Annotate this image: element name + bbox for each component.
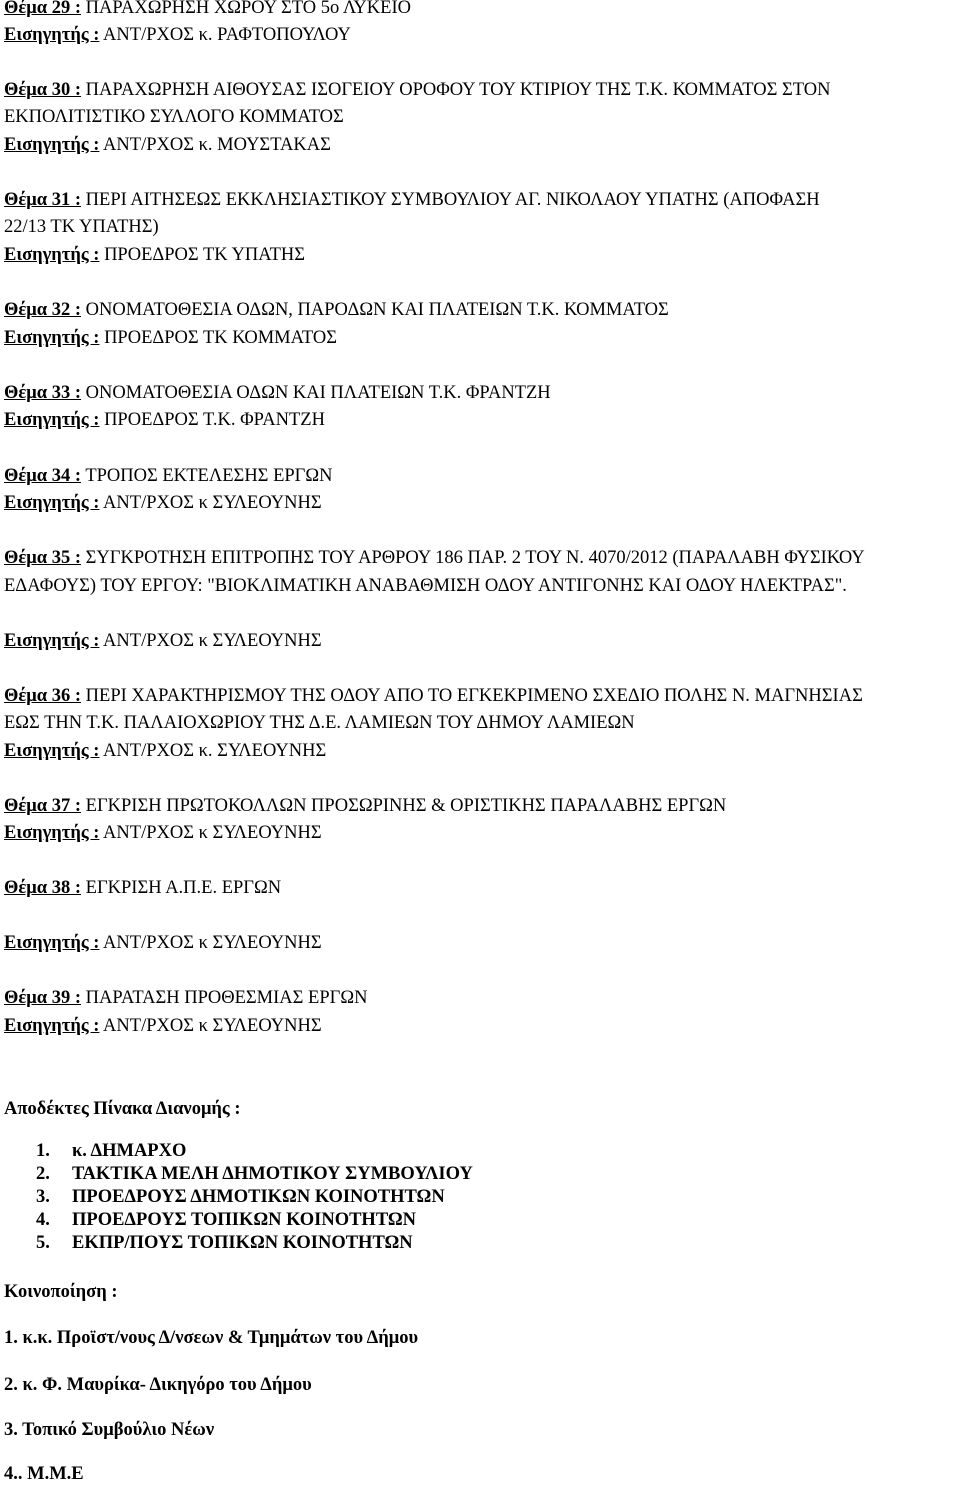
list-number: 2. [36, 1164, 50, 1184]
rapporteur-label: Εισηγητής : [4, 25, 100, 45]
rapporteur-label: Εισηγητής : [4, 328, 100, 348]
list-item [36, 1186, 473, 1209]
theme-text: ΠΕΡΙ ΧΑΡΑΚΤΗΡΙΣΜΟΥ ΤΗΣ ΟΔΟΥ ΑΠΟ ΤΟ ΕΓΚΕΚΡΙΜΕΝΟ ΣΧΕΔΙΟ ΠΟΛΗΣ Ν. ΜΑΓΝΗΣΙΑΣ [81, 686, 863, 706]
agenda-item-30-title-cont: ΕΚΠΟΛΙΤΙΣΤΙΚΟ ΣΥΛΛΟΓΟ ΚΟΜΜΑΤΟΣ [4, 107, 344, 127]
theme-text: ΠΕΡΙ ΑΙΤΗΣΕΩΣ ΕΚΚΛΗΣΙΑΣΤΙΚΟΥ ΣΥΜΒΟΥΛΙΟΥ ΑΓ. ΝΙΚΟΛΑΟΥ ΥΠΑΤΗΣ (ΑΠΟΦΑΣΗ [81, 190, 820, 210]
rapporteur-label: Εισηγητής : [4, 410, 100, 430]
distribution-list [36, 1140, 473, 1255]
rapporteur-text: ΑΝΤ/ΡΧΟΣ κ ΣΥΛΕΟΥΝΗΣ [99, 1016, 322, 1036]
list-item [36, 1209, 473, 1232]
agenda-item-35-title [4, 547, 956, 569]
list-number: 5. [36, 1233, 50, 1253]
agenda-item-29-rapporteur [4, 24, 956, 46]
agenda-item-32-rapporteur [4, 327, 956, 349]
rapporteur-text: ΑΝΤ/ΡΧΟΣ κ ΣΥΛΕΟΥΝΗΣ [99, 631, 322, 651]
list-item [36, 1163, 473, 1186]
rapporteur-label: Εισηγητής : [4, 631, 100, 651]
rapporteur-text: ΑΝΤ/ΡΧΟΣ κ. ΜΟΥΣΤΑΚΑΣ [99, 135, 331, 155]
cc-title: Κοινοποίηση : [4, 1282, 118, 1302]
list-item [36, 1232, 473, 1255]
distribution-title: Αποδέκτες Πίνακα Διανομής : [4, 1099, 241, 1119]
rapporteur-label: Εισηγητής : [4, 135, 100, 155]
list-text: ΤΑΚΤΙΚΑ ΜΕΛΗ ΔΗΜΟΤΙΚΟΥ ΣΥΜΒΟΥΛΙΟΥ [72, 1164, 473, 1184]
agenda-item-35-rapporteur [4, 630, 956, 652]
rapporteur-text: ΠΡΟΕΔΡΟΣ ΤΚ ΚΟΜΜΑΤΟΣ [99, 328, 338, 348]
theme-label: Θέμα 37 : [4, 796, 82, 816]
agenda-item-36-title [4, 685, 956, 707]
agenda-item-29-title [4, 0, 956, 19]
rapporteur-label: Εισηγητής : [4, 245, 100, 265]
theme-label: Θέμα 39 : [4, 988, 82, 1008]
theme-text: ΠΑΡΑΧΩΡΗΣΗ ΑΙΘΟΥΣΑΣ ΙΣΟΓΕΙΟΥ ΟΡΟΦΟΥ ΤΟΥ ΚΤΙΡΙΟΥ ΤΗΣ Τ.Κ. ΚΟΜΜΑΤΟΣ ΣΤΟΝ [81, 80, 831, 100]
agenda-item-38-title [4, 877, 956, 899]
list-number: 3. [36, 1187, 50, 1207]
list-text: ΠΡΟΕΔΡΟΥΣ ΔΗΜΟΤΙΚΩΝ ΚΟΙΝΟΤΗΤΩΝ [72, 1187, 445, 1207]
theme-text: ΕΓΚΡΙΣΗ ΠΡΩΤΟΚΟΛΛΩΝ ΠΡΟΣΩΡΙΝΗΣ & ΟΡΙΣΤΙΚΗΣ ΠΑΡΑΛΑΒΗΣ ΕΡΓΩΝ [81, 796, 727, 816]
rapporteur-text: ΑΝΤ/ΡΧΟΣ κ ΣΥΛΕΟΥΝΗΣ [99, 823, 322, 843]
rapporteur-label: Εισηγητής : [4, 933, 100, 953]
theme-text: ΣΥΓΚΡΟΤΗΣΗ ΕΠΙΤΡΟΠΗΣ ΤΟΥ ΑΡΘΡΟΥ 186 ΠΑΡ. 2 ΤΟΥ Ν. 4070/2012 (ΠΑΡΑΛΑΒΗ ΦΥΣΙΚΟΥ [81, 548, 865, 568]
agenda-item-39-title [4, 987, 956, 1009]
agenda-item-31-rapporteur [4, 244, 956, 266]
agenda-item-36-title-cont: ΕΩΣ ΤΗΝ Τ.Κ. ΠΑΛΑΙΟΧΩΡΙΟΥ ΤΗΣ Δ.Ε. ΛΑΜΙΕΩΝ ΤΟΥ ΔΗΜΟΥ ΛΑΜΙΕΩΝ [4, 713, 635, 733]
agenda-item-33-title [4, 382, 956, 404]
theme-label: Θέμα 36 : [4, 686, 82, 706]
rapporteur-label: Εισηγητής : [4, 823, 100, 843]
list-number: 4. [36, 1210, 50, 1230]
rapporteur-text: ΑΝΤ/ΡΧΟΣ κ ΣΥΛΕΟΥΝΗΣ [99, 493, 322, 513]
rapporteur-text: ΠΡΟΕΔΡΟΣ ΤΚ ΥΠΑΤΗΣ [99, 245, 306, 265]
agenda-item-36-rapporteur [4, 740, 956, 762]
theme-label: Θέμα 31 : [4, 190, 82, 210]
agenda-item-33-rapporteur [4, 409, 956, 431]
theme-text: ΠΑΡΑΧΩΡΗΣΗ ΧΩΡΟΥ ΣΤΟ 5ο ΛΥΚΕΙΟ [81, 0, 411, 18]
rapporteur-text: ΑΝΤ/ΡΧΟΣ κ. ΡΑΦΤΟΠΟΥΛΟΥ [99, 25, 351, 45]
agenda-item-37-title [4, 795, 956, 817]
agenda-item-31-title [4, 189, 956, 211]
agenda-item-35-title-cont: ΕΔΑΦΟΥΣ) ΤΟΥ ΕΡΓΟΥ: "ΒΙΟΚΛΙΜΑΤΙΚΗ ΑΝΑΒΑΘΜΙΣΗ ΟΔΟΥ ΑΝΤΙΓΟΝΗΣ ΚΑΙ ΟΔΟΥ ΗΛΕΚΤΡΑΣ". [4, 576, 847, 596]
list-text: ΕΚΠΡ/ΠΟΥΣ ΤΟΠΙΚΩΝ ΚΟΙΝΟΤΗΤΩΝ [72, 1233, 413, 1253]
agenda-item-31-title-cont: 22/13 ΤΚ ΥΠΑΤΗΣ) [4, 217, 159, 237]
agenda-item-38-rapporteur [4, 932, 956, 954]
theme-text: ΤΡΟΠΟΣ ΕΚΤΕΛΕΣΗΣ ΕΡΓΩΝ [81, 466, 333, 486]
rapporteur-text: ΠΡΟΕΔΡΟΣ Τ.Κ. ΦΡΑΝΤΖΗ [99, 410, 325, 430]
agenda-item-34-title [4, 465, 956, 487]
agenda-item-37-rapporteur [4, 822, 956, 844]
cc-item-1: 1. κ.κ. Προϊστ/νους Δ/νσεων & Τμημάτων του Δήμου [4, 1328, 419, 1348]
cc-item-2: 2. κ. Φ. Μαυρίκα- Δικηγόρο του Δήμου [4, 1375, 312, 1395]
theme-label: Θέμα 32 : [4, 300, 82, 320]
list-text: ΠΡΟΕΔΡΟΥΣ ΤΟΠΙΚΩΝ ΚΟΙΝΟΤΗΤΩΝ [72, 1210, 416, 1230]
rapporteur-text: ΑΝΤ/ΡΧΟΣ κ. ΣΥΛΕΟΥΝΗΣ [99, 741, 327, 761]
agenda-item-34-rapporteur [4, 492, 956, 514]
rapporteur-text: ΑΝΤ/ΡΧΟΣ κ ΣΥΛΕΟΥΝΗΣ [99, 933, 322, 953]
list-number: 1. [36, 1141, 50, 1161]
list-item [36, 1140, 473, 1163]
theme-label: Θέμα 38 : [4, 878, 82, 898]
agenda-item-30-title [4, 79, 956, 101]
theme-label: Θέμα 33 : [4, 383, 82, 403]
agenda-item-30-rapporteur [4, 134, 956, 156]
cc-item-4: 4.. Μ.Μ.Ε [4, 1464, 84, 1484]
theme-text: ΟΝΟΜΑΤΟΘΕΣΙΑ ΟΔΩΝ ΚΑΙ ΠΛΑΤΕΙΩΝ Τ.Κ. ΦΡΑΝΤΖΗ [81, 383, 551, 403]
cc-item-3: 3. Τοπικό Συμβούλιο Νέων [4, 1420, 215, 1440]
theme-text: ΕΓΚΡΙΣΗ Α.Π.Ε. ΕΡΓΩΝ [81, 878, 282, 898]
rapporteur-label: Εισηγητής : [4, 741, 100, 761]
theme-label: Θέμα 34 : [4, 466, 82, 486]
theme-text: ΟΝΟΜΑΤΟΘΕΣΙΑ ΟΔΩΝ, ΠΑΡΟΔΩΝ ΚΑΙ ΠΛΑΤΕΙΩΝ Τ.Κ. ΚΟΜΜΑΤΟΣ [81, 300, 669, 320]
theme-text: ΠΑΡΑΤΑΣΗ ΠΡΟΘΕΣΜΙΑΣ ΕΡΓΩΝ [81, 988, 368, 1008]
agenda-item-32-title [4, 299, 956, 321]
theme-label: Θέμα 30 : [4, 80, 82, 100]
theme-label: Θέμα 29 : [4, 0, 82, 18]
rapporteur-label: Εισηγητής : [4, 1016, 100, 1036]
agenda-item-39-rapporteur [4, 1015, 956, 1037]
rapporteur-label: Εισηγητής : [4, 493, 100, 513]
list-text: κ. ΔΗΜΑΡΧΟ [72, 1141, 187, 1161]
theme-label: Θέμα 35 : [4, 548, 82, 568]
